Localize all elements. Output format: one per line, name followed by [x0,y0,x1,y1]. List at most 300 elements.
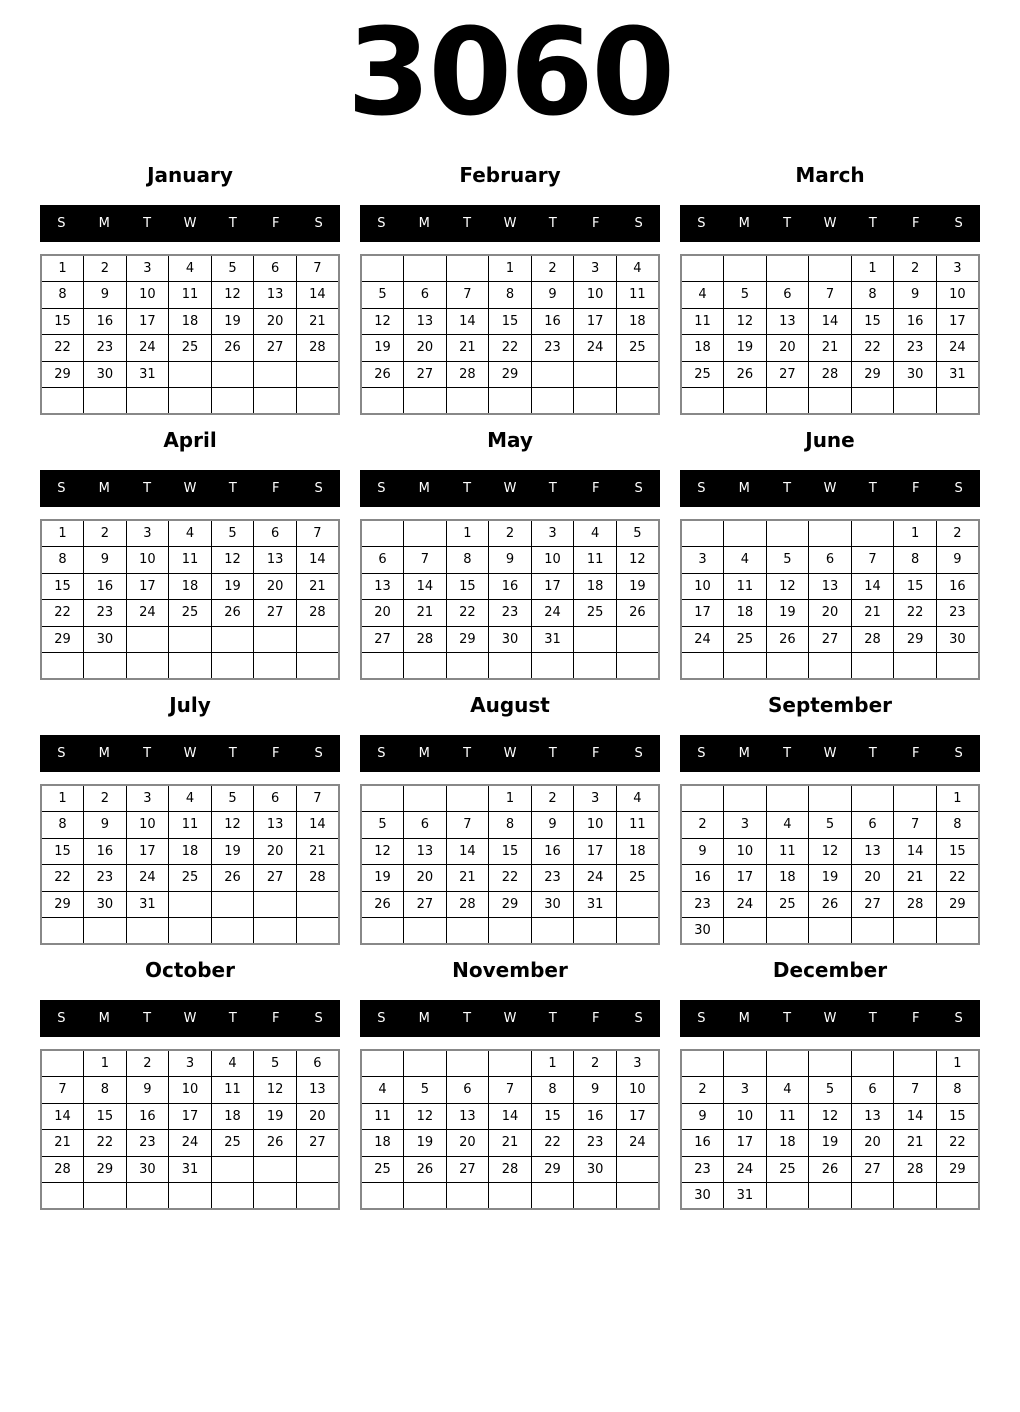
week-row [681,361,979,388]
weekday-label: M [98,481,110,496]
day-cell: 5 [616,520,659,547]
day-cell: 25 [616,335,659,362]
week-row [41,785,339,812]
empty-day-cell [446,1183,489,1210]
day-cell: 26 [809,891,852,918]
day-cell: 15 [894,573,937,600]
day-cell: 6 [766,282,809,309]
day-cell: 28 [809,361,852,388]
month-title: February [459,163,561,187]
day-cell: 4 [211,1050,254,1077]
day-cell: 24 [126,335,169,362]
empty-day-cell [616,1183,659,1210]
day-cell: 3 [126,785,169,812]
day-cell: 8 [41,812,84,839]
empty-day-cell [936,653,979,680]
empty-day-cell [446,918,489,945]
week-row [681,520,979,547]
day-cell: 1 [851,255,894,282]
empty-day-cell [809,255,852,282]
day-grid-body [361,1050,659,1209]
weekday-label: S [57,746,66,761]
day-cell: 4 [574,520,617,547]
day-cell: 19 [724,335,767,362]
day-cell: 25 [574,600,617,627]
day-cell: 17 [126,308,169,335]
empty-day-cell [809,653,852,680]
day-cell: 9 [936,547,979,574]
week-row [361,335,659,362]
weekday-label: W [823,1011,837,1026]
week-row [361,918,659,945]
week-row [41,388,339,415]
day-cell: 21 [894,1130,937,1157]
weekday-label: T [143,1011,152,1026]
weekday-label: T [548,481,557,496]
empty-day-cell [211,653,254,680]
day-grid-body [41,255,339,414]
day-cell: 20 [296,1103,339,1130]
day-cell: 8 [531,1077,574,1104]
empty-day-cell [296,626,339,653]
week-row [361,838,659,865]
empty-day-cell [616,891,659,918]
day-cell: 28 [894,891,937,918]
weekday-label: W [183,216,197,231]
week-row [681,918,979,945]
day-cell: 27 [446,1156,489,1183]
week-row [361,812,659,839]
day-cell: 5 [361,282,404,309]
empty-day-cell [724,1050,767,1077]
weekday-label: S [954,1011,963,1026]
week-row [41,547,339,574]
day-cell: 13 [809,573,852,600]
day-cell: 8 [936,812,979,839]
day-cell: 2 [126,1050,169,1077]
day-cell: 18 [169,308,212,335]
empty-day-cell [169,918,212,945]
day-cell: 27 [851,1156,894,1183]
weekday-label: F [591,1011,600,1026]
weekday-label: S [954,481,963,496]
day-cell: 13 [254,547,297,574]
empty-day-cell [296,653,339,680]
month-calendar [680,945,980,1210]
day-cell: 22 [41,865,84,892]
day-cell: 15 [851,308,894,335]
day-cell: 15 [41,308,84,335]
weekday-label: T [463,481,472,496]
day-cell: 30 [936,626,979,653]
weekday-label: S [697,1011,706,1026]
day-cell: 12 [211,282,254,309]
day-cell: 11 [211,1077,254,1104]
day-cell: 20 [404,865,447,892]
empty-day-cell [894,388,937,415]
week-row [681,838,979,865]
weekday-label: S [697,746,706,761]
day-cell: 27 [404,891,447,918]
weekday-label: W [183,481,197,496]
empty-day-cell [766,1050,809,1077]
day-cell: 9 [531,282,574,309]
day-cell: 25 [616,865,659,892]
week-row [681,308,979,335]
day-cell: 7 [41,1077,84,1104]
day-cell: 7 [894,1077,937,1104]
empty-day-cell [766,918,809,945]
day-cell: 25 [169,865,212,892]
week-row [681,573,979,600]
day-cell: 16 [84,308,127,335]
day-cell: 24 [574,865,617,892]
weekday-header-row [680,470,980,507]
week-row [361,520,659,547]
day-cell: 17 [724,1130,767,1157]
month-title: July [169,693,211,717]
day-cell: 29 [489,361,532,388]
day-cell: 24 [126,600,169,627]
day-grid [680,254,980,415]
empty-day-cell [446,1050,489,1077]
weekday-label: S [314,746,323,761]
weekday-label: S [314,481,323,496]
day-cell: 30 [681,918,724,945]
day-cell: 15 [489,838,532,865]
day-cell: 26 [616,600,659,627]
empty-day-cell [531,361,574,388]
empty-day-cell [169,626,212,653]
empty-day-cell [404,520,447,547]
empty-day-cell [404,1050,447,1077]
empty-day-cell [489,388,532,415]
day-cell: 13 [296,1077,339,1104]
week-row [41,573,339,600]
week-row [41,1103,339,1130]
weekday-label: F [271,746,280,761]
day-cell: 12 [254,1077,297,1104]
empty-day-cell [936,1183,979,1210]
empty-day-cell [361,388,404,415]
day-cell: 15 [446,573,489,600]
week-row [681,255,979,282]
day-cell: 24 [681,626,724,653]
day-cell: 25 [169,600,212,627]
day-cell: 1 [41,520,84,547]
day-cell: 10 [681,573,724,600]
day-cell: 2 [84,520,127,547]
day-cell: 16 [894,308,937,335]
empty-day-cell [489,653,532,680]
day-cell: 13 [404,838,447,865]
day-cell: 16 [936,573,979,600]
weekday-label: S [57,216,66,231]
empty-day-cell [531,388,574,415]
day-cell: 26 [724,361,767,388]
day-cell: 10 [724,1103,767,1130]
empty-day-cell [531,653,574,680]
day-cell: 16 [531,838,574,865]
empty-day-cell [404,918,447,945]
day-cell: 12 [809,838,852,865]
day-cell: 26 [766,626,809,653]
day-cell: 4 [361,1077,404,1104]
day-cell: 26 [211,335,254,362]
day-cell: 30 [126,1156,169,1183]
week-row [361,891,659,918]
day-cell: 23 [681,891,724,918]
month-calendar [40,415,340,680]
weekday-label: S [634,1011,643,1026]
day-cell: 1 [41,785,84,812]
day-cell: 21 [446,865,489,892]
months-grid [0,150,1020,1210]
empty-day-cell [809,918,852,945]
weekday-label: M [98,746,110,761]
day-cell: 9 [84,812,127,839]
day-cell: 8 [851,282,894,309]
month-title: May [487,428,533,452]
weekday-label: F [271,481,280,496]
month-calendar [680,680,980,945]
day-cell: 10 [574,282,617,309]
day-cell: 22 [851,335,894,362]
month-title: June [805,428,855,452]
day-cell: 23 [84,865,127,892]
day-cell: 18 [766,1130,809,1157]
day-cell: 15 [489,308,532,335]
day-cell: 16 [126,1103,169,1130]
weekday-label: T [463,1011,472,1026]
empty-day-cell [809,1183,852,1210]
week-row [361,626,659,653]
day-cell: 15 [531,1103,574,1130]
day-cell: 23 [84,600,127,627]
weekday-label: F [271,216,280,231]
day-grid [680,519,980,680]
day-cell: 7 [894,812,937,839]
day-cell: 29 [489,891,532,918]
week-row [41,812,339,839]
day-cell: 2 [84,255,127,282]
day-cell: 27 [361,626,404,653]
day-cell: 8 [84,1077,127,1104]
weekday-label: F [911,1011,920,1026]
month-calendar [40,680,340,945]
day-cell: 12 [616,547,659,574]
day-cell: 20 [254,308,297,335]
day-cell: 12 [361,308,404,335]
day-cell: 22 [41,335,84,362]
day-cell: 21 [404,600,447,627]
day-cell: 14 [296,547,339,574]
weekday-label: W [503,1011,517,1026]
weekday-label: F [591,481,600,496]
month-title: April [163,428,217,452]
day-cell: 27 [851,891,894,918]
weekday-label: T [868,746,877,761]
day-cell: 19 [616,573,659,600]
day-cell: 4 [169,520,212,547]
day-cell: 2 [531,785,574,812]
month-title: October [145,958,235,982]
day-cell: 10 [616,1077,659,1104]
month-calendar [360,680,660,945]
day-grid-body [41,520,339,679]
day-cell: 29 [531,1156,574,1183]
day-cell: 3 [681,547,724,574]
day-cell: 12 [809,1103,852,1130]
day-grid-body [681,255,979,414]
day-cell: 22 [446,600,489,627]
day-cell: 27 [404,361,447,388]
day-grid-body [361,785,659,944]
day-cell: 20 [254,838,297,865]
day-cell: 6 [809,547,852,574]
empty-day-cell [404,255,447,282]
empty-day-cell [894,653,937,680]
month-calendar [360,415,660,680]
weekday-label: W [183,1011,197,1026]
month-title: March [795,163,865,187]
week-row [681,785,979,812]
week-row [681,626,979,653]
empty-day-cell [766,388,809,415]
weekday-label: M [738,481,750,496]
day-grid [40,519,340,680]
day-cell: 28 [404,626,447,653]
day-cell: 9 [574,1077,617,1104]
empty-day-cell [616,653,659,680]
day-cell: 5 [211,785,254,812]
week-row [41,1130,339,1157]
day-cell: 2 [489,520,532,547]
day-cell: 30 [574,1156,617,1183]
day-cell: 19 [211,308,254,335]
day-cell: 16 [84,573,127,600]
weekday-header-row [40,1000,340,1037]
day-cell: 3 [126,520,169,547]
day-cell: 14 [41,1103,84,1130]
empty-day-cell [211,361,254,388]
day-cell: 30 [84,891,127,918]
day-cell: 13 [361,573,404,600]
day-cell: 16 [84,838,127,865]
day-cell: 2 [936,520,979,547]
weekday-label: S [634,746,643,761]
weekday-label: W [183,746,197,761]
day-cell: 6 [404,812,447,839]
day-cell: 31 [936,361,979,388]
week-row [681,1050,979,1077]
weekday-label: T [228,1011,237,1026]
day-cell: 18 [766,865,809,892]
day-cell: 22 [489,335,532,362]
day-cell: 15 [936,1103,979,1130]
weekday-label: T [228,746,237,761]
week-row [361,653,659,680]
empty-day-cell [681,1050,724,1077]
weekday-header-row [40,205,340,242]
day-cell: 3 [531,520,574,547]
day-cell: 6 [254,255,297,282]
weekday-label: T [783,481,792,496]
week-row [41,838,339,865]
day-cell: 24 [126,865,169,892]
day-cell: 4 [724,547,767,574]
week-row [361,1183,659,1210]
day-cell: 14 [489,1103,532,1130]
day-cell: 18 [616,838,659,865]
day-cell: 4 [616,255,659,282]
day-grid [360,519,660,680]
day-cell: 21 [809,335,852,362]
day-cell: 12 [211,547,254,574]
day-cell: 29 [41,891,84,918]
weekday-label: S [377,1011,386,1026]
day-cell: 28 [894,1156,937,1183]
empty-day-cell [126,918,169,945]
day-cell: 22 [84,1130,127,1157]
weekday-label: T [868,1011,877,1026]
empty-day-cell [404,785,447,812]
day-cell: 23 [574,1130,617,1157]
day-cell: 26 [361,361,404,388]
day-cell: 18 [616,308,659,335]
day-cell: 17 [574,838,617,865]
empty-day-cell [41,653,84,680]
day-cell: 2 [84,785,127,812]
weekday-label: T [868,481,877,496]
month-title: September [768,693,892,717]
weekday-header-row [680,735,980,772]
day-cell: 22 [936,1130,979,1157]
day-grid [360,1049,660,1210]
day-cell: 5 [724,282,767,309]
empty-day-cell [894,1183,937,1210]
day-cell: 23 [894,335,937,362]
day-cell: 27 [809,626,852,653]
day-cell: 13 [766,308,809,335]
empty-day-cell [724,255,767,282]
day-cell: 27 [254,335,297,362]
week-row [41,308,339,335]
empty-day-cell [41,1050,84,1077]
month-title: August [470,693,550,717]
day-cell: 12 [211,812,254,839]
day-cell: 14 [894,1103,937,1130]
day-cell: 1 [41,255,84,282]
weekday-label: S [314,216,323,231]
empty-day-cell [681,255,724,282]
day-cell: 11 [574,547,617,574]
weekday-label: T [143,746,152,761]
day-cell: 21 [894,865,937,892]
week-row [681,1183,979,1210]
day-cell: 3 [169,1050,212,1077]
weekday-label: T [783,1011,792,1026]
weekday-label: W [503,216,517,231]
day-cell: 11 [169,282,212,309]
day-cell: 17 [681,600,724,627]
weekday-label: F [591,216,600,231]
weekday-label: S [954,216,963,231]
day-cell: 9 [894,282,937,309]
day-cell: 11 [724,573,767,600]
day-cell: 23 [126,1130,169,1157]
day-cell: 31 [531,626,574,653]
